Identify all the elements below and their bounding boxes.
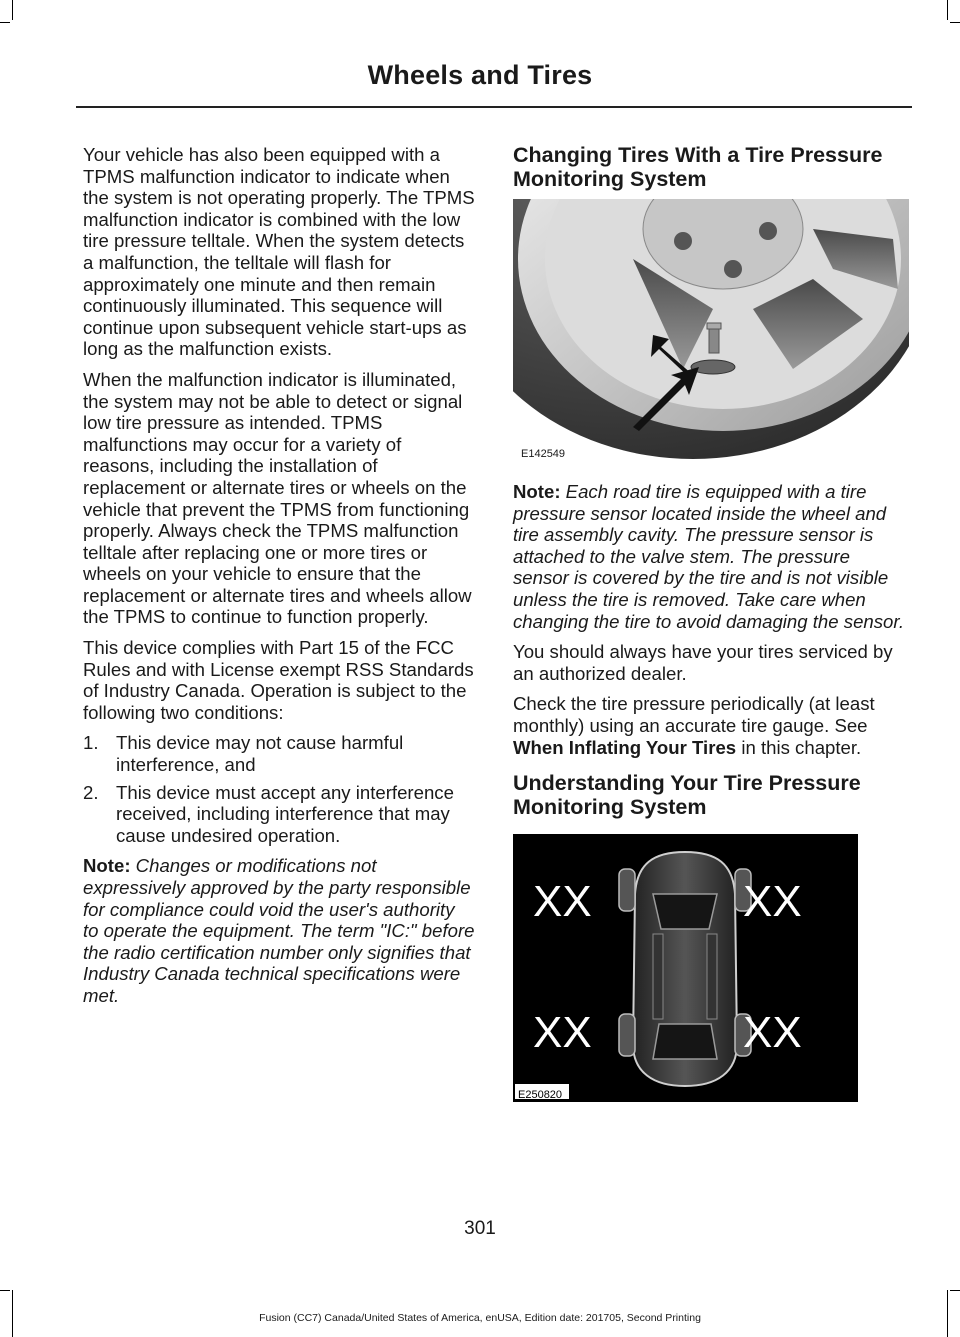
note-label: Note: bbox=[83, 855, 131, 877]
list-item-text: This device must accept any interference received, including interference that may cause undesired operation. bbox=[116, 781, 454, 846]
crop-mark bbox=[0, 22, 10, 23]
figure-code: E250820 bbox=[518, 1089, 563, 1102]
cross-reference-link[interactable]: When Inflating Your Tires bbox=[513, 736, 737, 758]
list-item bbox=[83, 732, 475, 775]
right-column bbox=[513, 144, 909, 1102]
note-text: Each road tire is equipped with a tire pressure sensor located inside the wheel and tire assembly cavity. The pressure sensor is attached to the valve stem. The pressure sensor is covered by the tire and is not visible unless the tire is removed. Take care when changing the tire to avoid damaging the sensor. bbox=[513, 481, 905, 632]
footer-edition-info: Fusion (CC7) Canada/United States of America, enUSA, Edition date: 201705, Second Printing bbox=[259, 1312, 701, 1324]
text-span: in this chapter. bbox=[736, 736, 862, 758]
figure-code: E142549 bbox=[521, 448, 566, 460]
header-rule bbox=[76, 106, 912, 108]
list-item bbox=[83, 782, 475, 847]
note-text: Changes or modifications not expressively approved by the party responsible for compliance could void the user's authority to operate the equipment. The term "IC:" before the radio certification number only signifies that Industry Canada technical specifications were met. bbox=[83, 855, 475, 1006]
tire-pressure-front-right: XX bbox=[743, 877, 802, 927]
text-span: Check the tire pressure periodically (at least monthly) using an accurate tire gauge. See bbox=[513, 693, 875, 736]
page-header-title: Wheels and Tires bbox=[367, 60, 593, 90]
paragraph-tpms-malfunction: Your vehicle has also been equipped with a TPMS malfunction indicator to indicate when the system is not operating properly. The TPMS malfunction indicator is combined with the low tire pressure telltale. When the system detects a malfunction, the telltale will flash for approximately one minute and then remain continuously illuminated. This sequence will continue upon subsequent vehicle start-ups as long as the malfunction exists. bbox=[83, 144, 475, 360]
paragraph-fcc-compliance: This device complies with Part 15 of the FCC Rules and with License exempt RSS Standards of Industry Canada. Operation is subject to the following two conditions: bbox=[83, 637, 474, 723]
wheel-illustration bbox=[513, 199, 909, 461]
paragraph-check-pressure bbox=[513, 693, 909, 758]
paragraph-tire-service: You should always have your tires serviced by an authorized dealer. bbox=[513, 641, 893, 684]
paragraph-malfunction-illuminated: When the malfunction indicator is illuminated, the system may not be able to detect or signal low tire pressure as intended. TPMS malfunctions may occur for a variety of reasons, including the installation of replacement or alternate tires or wheels on the vehicle that prevent the TPMS from functioning properly. Always check the TPMS malfunction telltale after replacing one or more tires or wheels on your vehicle to ensure that the replacement or alternate tires and wheels allow the TPMS to continue to function properly. bbox=[83, 368, 472, 628]
list-item-number: 1. bbox=[83, 732, 99, 754]
crop-mark bbox=[950, 22, 960, 23]
note-tire-sensor bbox=[513, 481, 909, 632]
tpms-display-illustration bbox=[513, 834, 858, 1102]
left-column bbox=[83, 144, 475, 1016]
crop-mark bbox=[947, 0, 948, 20]
section-heading-changing-tires: Changing Tires With a Tire Pressure Monitoring System bbox=[513, 143, 883, 191]
note-label: Note: bbox=[513, 481, 561, 502]
crop-mark bbox=[0, 1290, 10, 1291]
figure-tpms-display bbox=[513, 834, 858, 1102]
tire-pressure-rear-left: XX bbox=[533, 1008, 592, 1058]
crop-mark bbox=[12, 0, 13, 20]
figure-wheel-valve-stem bbox=[513, 199, 909, 461]
section-heading-understanding-tpms: Understanding Your Tire Pressure Monitoring System bbox=[513, 771, 861, 819]
page-number: 301 bbox=[464, 1218, 496, 1239]
crop-mark bbox=[950, 1290, 960, 1291]
note-compliance bbox=[83, 855, 475, 1006]
tire-pressure-rear-right: XX bbox=[743, 1008, 802, 1058]
list-item-number: 2. bbox=[83, 781, 99, 803]
conditions-list bbox=[83, 732, 475, 846]
list-item-text: This device may not cause harmful interference, and bbox=[116, 732, 404, 776]
tire-pressure-front-left: XX bbox=[533, 877, 592, 927]
